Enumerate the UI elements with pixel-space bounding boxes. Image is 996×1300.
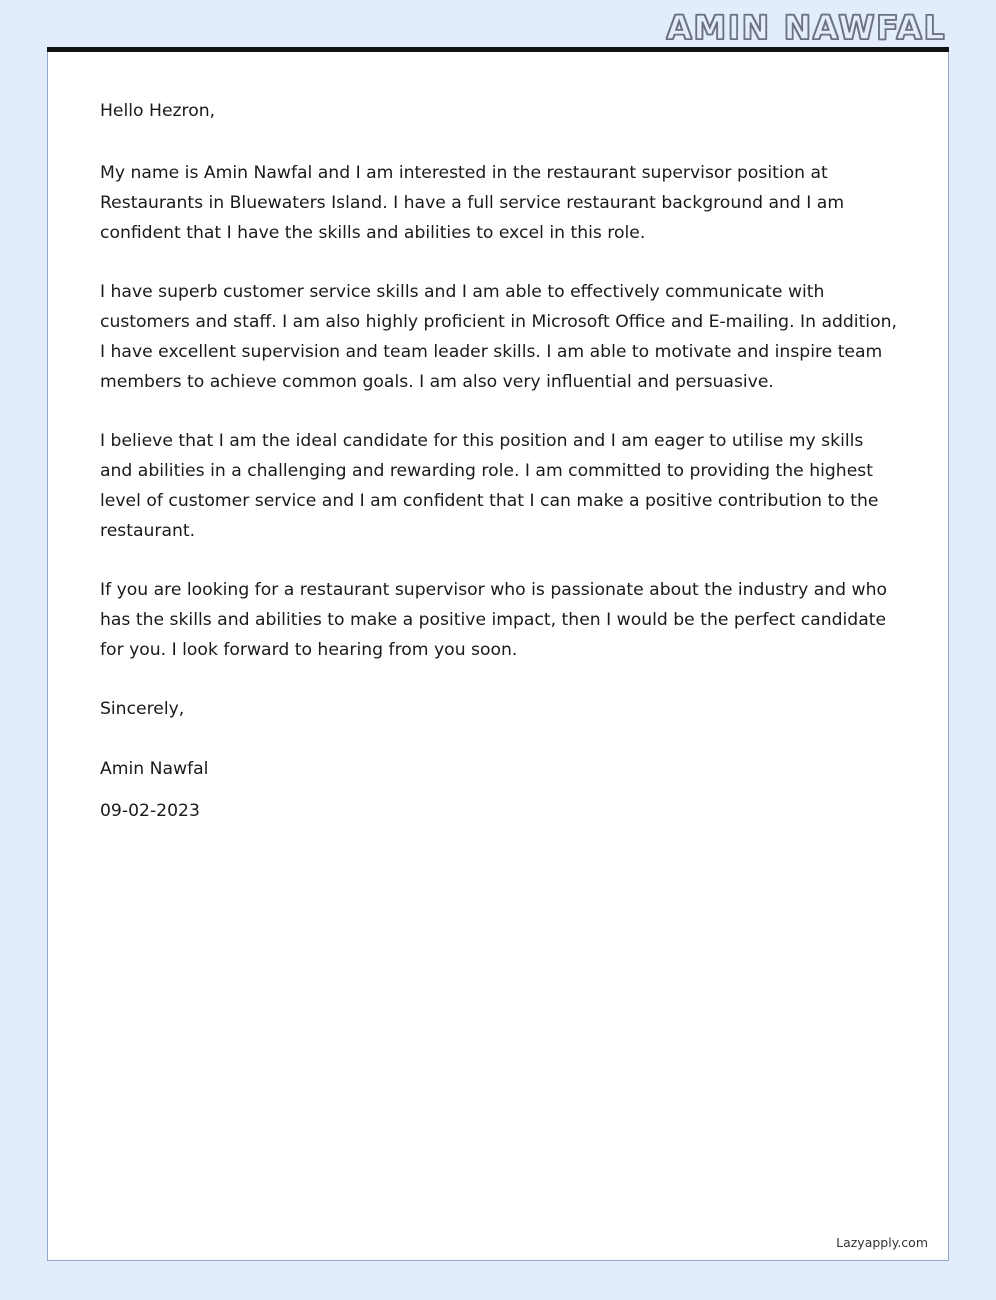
letter-paragraph-3: I believe that I am the ideal candidate for this position and I am eager to utilise my skills and abilities in a challenging and rewarding role. I am committed to providing the highest level of customer service and I am confident that I can make a positive contribution to the restaurant. [100, 431, 879, 541]
letter-closing: Sincerely, [100, 699, 185, 719]
letter-sheet [47, 52, 949, 1261]
letter-signature: Amin Nawfal [100, 759, 209, 779]
letterhead [0, 0, 996, 50]
letter-paragraph-4: If you are looking for a restaurant supervisor who is passionate about the industry and who has the skills and abilities to make a positive impact, then I would be the perfect candidate for you. I look forward to hearing from you soon. [100, 580, 888, 660]
footer-brand[interactable]: Lazyapply.com [836, 1235, 928, 1250]
letter-paragraph-1: My name is Amin Nawfal and I am interested in the restaurant supervisor position at Restaurants in Bluewaters Island. I have a full service restaurant background and I am confident that I have the skills and abilities to excel in this role. [100, 163, 845, 243]
letter-paragraph-2: I have superb customer service skills and I am able to effectively communicate with customers and staff. I am also highly proficient in Microsoft Office and E-mailing. In addition, I have excellent supervision and team leader skills. I am able to motivate and inspire team members to achieve common goals. I am also very influential and persuasive. [100, 282, 897, 392]
letter-date: 09-02-2023 [100, 801, 200, 821]
letter-salutation: Hello Hezron, [100, 101, 216, 121]
letter-body [100, 96, 900, 826]
page-title: AMIN NAWFAL [666, 8, 946, 47]
